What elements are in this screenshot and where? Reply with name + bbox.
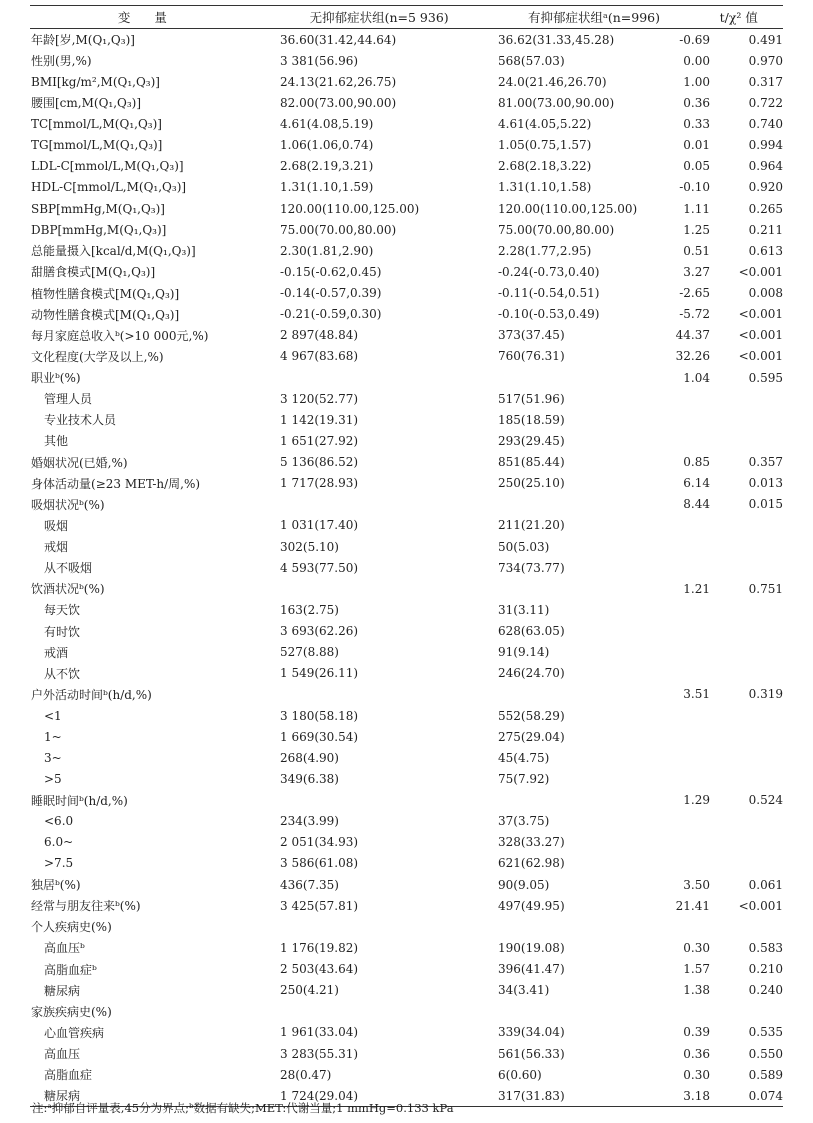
cell-no-depression: 1 176(19.82) — [280, 940, 359, 955]
cell-statistic: 0.39 — [683, 1025, 710, 1040]
row-label: 户外活动时间ᵇ(h/d,%) — [31, 687, 152, 702]
cell-depression: 24.0(21.46,26.70) — [498, 74, 607, 89]
cell-depression: 734(73.77) — [498, 560, 565, 575]
cell-no-depression: 3 693(62.26) — [280, 624, 359, 639]
table-row — [30, 684, 783, 705]
cell-p-value: 0.751 — [748, 581, 783, 596]
row-label: 个人疾病史(%) — [31, 920, 112, 935]
cell-statistic: -0.69 — [679, 32, 710, 47]
table-row — [30, 283, 783, 304]
cell-no-depression: 82.00(73.00,90.00) — [280, 95, 397, 110]
table-row — [30, 346, 783, 367]
cell-depression: 6(0.60) — [498, 1067, 542, 1082]
row-label: 专业技术人员 — [44, 413, 117, 428]
cell-no-depression: -0.15(-0.62,0.45) — [280, 264, 382, 279]
cell-no-depression: 234(3.99) — [280, 814, 339, 829]
row-label: 从不饮 — [44, 666, 81, 681]
row-label: LDL-C[mmol/L,M(Q₁,Q₃)] — [31, 159, 184, 174]
cell-depression: 760(76.31) — [498, 349, 565, 364]
table-row — [30, 705, 783, 726]
cell-depression: 75.00(70.00,80.00) — [498, 222, 615, 237]
row-label: 甜膳食模式[M(Q₁,Q₃)] — [31, 265, 156, 280]
cell-p-value: <0.001 — [738, 307, 783, 322]
cell-p-value: 0.740 — [748, 117, 783, 132]
table-row — [30, 578, 783, 599]
cell-depression: -0.11(-0.54,0.51) — [498, 286, 600, 301]
cell-statistic: 0.05 — [683, 159, 710, 174]
header-variable: 变 量 — [117, 10, 177, 25]
row-label: 总能量摄入[kcal/d,M(Q₁,Q₃)] — [31, 244, 196, 259]
cell-p-value: 0.265 — [748, 201, 783, 216]
table-row — [30, 663, 783, 684]
row-label: TG[mmol/L,M(Q₁,Q₃)] — [31, 138, 163, 153]
cell-depression: 621(62.98) — [498, 856, 565, 871]
cell-p-value: <0.001 — [738, 264, 783, 279]
table-row — [30, 853, 783, 874]
table-row — [30, 494, 783, 515]
cell-no-depression: 28(0.47) — [280, 1067, 332, 1082]
cell-no-depression: 1 142(19.31) — [280, 412, 359, 427]
row-label: 高脂血症 — [44, 1068, 93, 1083]
cell-statistic: 44.37 — [675, 328, 710, 343]
cell-depression: 628(63.05) — [498, 624, 565, 639]
row-label: 经常与朋友往来ᵇ(%) — [31, 899, 141, 914]
row-label: 1~ — [44, 729, 62, 744]
cell-p-value: 0.524 — [748, 793, 783, 808]
table-row — [30, 621, 783, 642]
table-row — [30, 135, 783, 156]
cell-p-value: 0.008 — [748, 286, 783, 301]
table-row — [30, 409, 783, 430]
table-row — [30, 790, 783, 811]
cell-p-value: 0.964 — [748, 159, 783, 174]
cell-statistic: 0.36 — [683, 95, 710, 110]
row-label: 糖尿病 — [44, 1089, 81, 1104]
cell-p-value: 0.722 — [748, 95, 783, 110]
table-row — [30, 642, 783, 663]
cell-p-value: 0.319 — [748, 687, 783, 702]
cell-no-depression: 2 897(48.84) — [280, 328, 359, 343]
table-row — [30, 811, 783, 832]
cell-p-value: 0.583 — [748, 940, 783, 955]
cell-no-depression: 2 503(43.64) — [280, 962, 359, 977]
table-row — [30, 367, 783, 388]
cell-no-depression: 4 967(83.68) — [280, 349, 359, 364]
row-label: <6.0 — [44, 814, 74, 829]
table-row — [30, 325, 783, 346]
cell-p-value: 0.357 — [748, 455, 783, 470]
table-row — [30, 240, 783, 261]
row-label: 身体活动量(≥23 MET-h/周,%) — [31, 476, 201, 491]
cell-statistic: -2.65 — [679, 286, 710, 301]
cell-p-value: 0.061 — [748, 877, 783, 892]
cell-no-depression: 36.60(31.42,44.64) — [280, 32, 397, 47]
cell-no-depression: 3 283(55.31) — [280, 1046, 359, 1061]
table-row — [30, 874, 783, 895]
cell-depression: 120.00(110.00,125.00) — [498, 201, 638, 216]
cell-depression: 275(29.04) — [498, 729, 565, 744]
cell-depression: 561(56.33) — [498, 1046, 565, 1061]
row-label: 每天饮 — [44, 603, 81, 618]
cell-depression: 37(3.75) — [498, 814, 550, 829]
table-row — [30, 71, 783, 92]
table-row — [30, 1001, 783, 1022]
cell-depression: 339(34.04) — [498, 1025, 565, 1040]
cell-depression: 568(57.03) — [498, 53, 565, 68]
table-row — [30, 92, 783, 113]
cell-no-depression: 3 120(52.77) — [280, 391, 359, 406]
row-label: 独居ᵇ(%) — [31, 878, 81, 893]
cell-depression: 396(41.47) — [498, 962, 565, 977]
header-statistic: t/χ² 值 — [719, 10, 758, 25]
table-row — [30, 536, 783, 557]
cell-depression: 50(5.03) — [498, 539, 550, 554]
cell-depression: 81.00(73.00,90.00) — [498, 95, 615, 110]
row-label: >5 — [44, 771, 62, 786]
table-row — [30, 388, 783, 409]
cell-statistic: -0.10 — [679, 180, 710, 195]
row-label: SBP[mmHg,M(Q₁,Q₃)] — [31, 201, 165, 216]
cell-statistic: 32.26 — [675, 349, 710, 364]
cell-statistic: 3.18 — [683, 1088, 710, 1103]
cell-depression: 317(31.83) — [498, 1088, 565, 1103]
table-row — [30, 980, 783, 1001]
table-row — [30, 29, 783, 50]
row-label: 吸烟 — [44, 518, 69, 533]
cell-p-value: 0.211 — [748, 222, 783, 237]
cell-p-value: 0.074 — [748, 1088, 783, 1103]
cell-depression: 2.68(2.18,3.22) — [498, 159, 592, 174]
cell-p-value: 0.970 — [748, 53, 783, 68]
table-row — [30, 452, 783, 473]
cell-p-value: 0.589 — [748, 1067, 783, 1082]
cell-p-value: 0.317 — [748, 74, 783, 89]
row-label: 腰围[cm,M(Q₁,Q₃)] — [31, 96, 142, 111]
table-row — [30, 1043, 783, 1064]
cell-p-value: 0.595 — [748, 370, 783, 385]
cell-statistic: 0.00 — [683, 53, 710, 68]
cell-no-depression: -0.21(-0.59,0.30) — [280, 307, 382, 322]
cell-no-depression: 3 381(56.96) — [280, 53, 359, 68]
table-body — [30, 29, 783, 1107]
table-row — [30, 768, 783, 789]
cell-no-depression: 1 669(30.54) — [280, 729, 359, 744]
row-label: 6.0~ — [44, 835, 74, 850]
row-label: 家族疾病史(%) — [31, 1004, 112, 1019]
cell-no-depression: 2 051(34.93) — [280, 835, 359, 850]
table-row — [30, 515, 783, 536]
table-row — [30, 1022, 783, 1043]
cell-depression: 75(7.92) — [498, 771, 550, 786]
cell-depression: 1.31(1.10,1.58) — [498, 180, 592, 195]
cell-p-value: 0.535 — [748, 1025, 783, 1040]
row-label: 职业ᵇ(%) — [31, 371, 81, 386]
cell-depression: 246(24.70) — [498, 666, 565, 681]
cell-no-depression: 349(6.38) — [280, 771, 339, 786]
cell-p-value: 0.015 — [748, 497, 783, 512]
cell-depression: 293(29.45) — [498, 433, 565, 448]
cell-depression: 90(9.05) — [498, 877, 550, 892]
cell-statistic: 0.85 — [683, 455, 710, 470]
cell-depression: 373(37.45) — [498, 328, 565, 343]
cell-p-value: <0.001 — [738, 349, 783, 364]
row-label: 有时饮 — [44, 624, 81, 639]
data-table — [30, 5, 783, 1107]
table-row — [30, 50, 783, 71]
cell-statistic: 1.38 — [683, 983, 710, 998]
cell-no-depression: 527(8.88) — [280, 645, 339, 660]
cell-no-depression: 302(5.10) — [280, 539, 339, 554]
cell-depression: 552(58.29) — [498, 708, 565, 723]
row-label: 婚姻状况(已婚,%) — [31, 455, 128, 470]
table-row — [30, 747, 783, 768]
cell-no-depression: 1 031(17.40) — [280, 518, 359, 533]
row-label: 饮酒状况ᵇ(%) — [31, 582, 105, 597]
cell-statistic: -5.72 — [679, 307, 710, 322]
row-label: 管理人员 — [44, 392, 93, 407]
cell-p-value: 0.994 — [748, 138, 783, 153]
row-label: 其他 — [44, 434, 69, 449]
row-label: TC[mmol/L,M(Q₁,Q₃)] — [31, 117, 162, 132]
cell-p-value: 0.210 — [748, 962, 783, 977]
row-label: 戒酒 — [44, 645, 69, 660]
table-row — [30, 219, 783, 240]
table-row — [30, 726, 783, 747]
cell-statistic: 1.21 — [683, 581, 710, 596]
cell-depression: 34(3.41) — [498, 983, 550, 998]
row-label: 植物性膳食模式[M(Q₁,Q₃)] — [31, 286, 180, 301]
cell-no-depression: 1.06(1.06,0.74) — [280, 138, 374, 153]
row-label: 高脂血症ᵇ — [44, 962, 97, 977]
cell-no-depression: 1 717(28.93) — [280, 476, 359, 491]
row-label: 文化程度(大学及以上,%) — [31, 349, 164, 364]
header-no-depression: 无抑郁症状组(n=5 936) — [309, 10, 449, 25]
table-row — [30, 304, 783, 325]
cell-statistic: 0.33 — [683, 117, 710, 132]
cell-no-depression: -0.14(-0.57,0.39) — [280, 286, 382, 301]
cell-no-depression: 1 549(26.11) — [280, 666, 359, 681]
cell-statistic: 1.00 — [683, 74, 710, 89]
cell-depression: 250(25.10) — [498, 476, 565, 491]
cell-depression: 517(51.96) — [498, 391, 565, 406]
table-row — [30, 1064, 783, 1085]
cell-p-value: 0.920 — [748, 180, 783, 195]
row-label: 每月家庭总收入ᵇ(>10 000元,%) — [31, 328, 209, 343]
cell-no-depression: 1 724(29.04) — [280, 1088, 359, 1103]
cell-depression: 851(85.44) — [498, 455, 565, 470]
cell-statistic: 1.04 — [683, 370, 710, 385]
cell-statistic: 0.30 — [683, 940, 710, 955]
cell-statistic: 0.36 — [683, 1046, 710, 1061]
cell-statistic: 1.29 — [683, 793, 710, 808]
cell-depression: 45(4.75) — [498, 750, 550, 765]
row-label: HDL-C[mmol/L,M(Q₁,Q₃)] — [31, 180, 187, 195]
cell-no-depression: 75.00(70.00,80.00) — [280, 222, 397, 237]
row-label: 糖尿病 — [44, 983, 81, 998]
cell-statistic: 0.30 — [683, 1067, 710, 1082]
cell-statistic: 3.50 — [683, 877, 710, 892]
row-label: BMI[kg/m²,M(Q₁,Q₃)] — [31, 74, 160, 89]
cell-p-value: <0.001 — [738, 898, 783, 913]
row-label: 戒烟 — [44, 540, 69, 555]
table-row — [30, 177, 783, 198]
cell-statistic: 0.01 — [683, 138, 710, 153]
row-label: 高血压ᵇ — [44, 941, 85, 956]
cell-statistic: 21.41 — [675, 898, 710, 913]
row-label: 动物性膳食模式[M(Q₁,Q₃)] — [31, 307, 180, 322]
table-row — [30, 916, 783, 937]
cell-p-value: 0.491 — [748, 32, 783, 47]
cell-statistic: 3.51 — [683, 687, 710, 702]
table-row — [30, 557, 783, 578]
cell-no-depression: 24.13(21.62,26.75) — [280, 74, 397, 89]
table-row — [30, 114, 783, 135]
table-footnote: 注:ᵃ抑郁自评量表,45分为界点;ᵇ数据有缺失;MET:代谢当量;1 mmHg=0.133 kPa — [32, 1101, 454, 1115]
cell-statistic: 1.11 — [683, 201, 710, 216]
cell-no-depression: 1 961(33.04) — [280, 1025, 359, 1040]
table-row — [30, 937, 783, 958]
cell-no-depression: 163(2.75) — [280, 602, 339, 617]
cell-p-value: 0.550 — [748, 1046, 783, 1061]
cell-no-depression: 268(4.90) — [280, 750, 339, 765]
table-row — [30, 959, 783, 980]
cell-statistic: 3.27 — [683, 264, 710, 279]
cell-statistic: 1.25 — [683, 222, 710, 237]
cell-depression: -0.24(-0.73,0.40) — [498, 264, 600, 279]
cell-no-depression: 3 180(58.18) — [280, 708, 359, 723]
cell-depression: 497(49.95) — [498, 898, 565, 913]
cell-depression: -0.10(-0.53,0.49) — [498, 307, 600, 322]
cell-no-depression: 2.30(1.81,2.90) — [280, 243, 374, 258]
cell-p-value: <0.001 — [738, 328, 783, 343]
cell-depression: 4.61(4.05,5.22) — [498, 117, 592, 132]
row-label: 心血管疾病 — [44, 1025, 105, 1040]
row-label: 从不吸烟 — [44, 561, 93, 576]
cell-no-depression: 250(4.21) — [280, 983, 339, 998]
cell-no-depression: 4.61(4.08,5.19) — [280, 117, 374, 132]
cell-depression: 185(18.59) — [498, 412, 565, 427]
table-header — [30, 6, 783, 29]
row-label: DBP[mmHg,M(Q₁,Q₃)] — [31, 222, 167, 237]
cell-depression: 91(9.14) — [498, 645, 550, 660]
cell-depression: 190(19.08) — [498, 940, 565, 955]
table-row — [30, 156, 783, 177]
row-label: >7.5 — [44, 856, 74, 871]
cell-no-depression: 3 586(61.08) — [280, 856, 359, 871]
table-row — [30, 261, 783, 282]
table-row — [30, 599, 783, 620]
cell-no-depression: 120.00(110.00,125.00) — [280, 201, 420, 216]
cell-statistic: 8.44 — [683, 497, 710, 512]
cell-statistic: 0.51 — [683, 243, 710, 258]
table-row — [30, 895, 783, 916]
cell-no-depression: 1 651(27.92) — [280, 433, 359, 448]
row-label: 性别(男,%) — [31, 54, 92, 69]
cell-depression: 1.05(0.75,1.57) — [498, 138, 592, 153]
table-row — [30, 198, 783, 219]
cell-p-value: 0.240 — [748, 983, 783, 998]
cell-statistic: 6.14 — [683, 476, 710, 491]
cell-p-value: 0.613 — [748, 243, 783, 258]
row-label: 年龄[岁,M(Q₁,Q₃)] — [31, 33, 135, 48]
row-label: 吸烟状况ᵇ(%) — [31, 497, 105, 512]
cell-depression: 36.62(31.33,45.28) — [498, 32, 615, 47]
cell-depression: 31(3.11) — [498, 602, 550, 617]
row-label: 睡眠时间ᵇ(h/d,%) — [31, 793, 128, 808]
cell-no-depression: 1.31(1.10,1.59) — [280, 180, 374, 195]
row-label: 3~ — [44, 750, 62, 765]
cell-no-depression: 3 425(57.81) — [280, 898, 359, 913]
row-label: <1 — [44, 708, 62, 723]
table-row — [30, 473, 783, 494]
cell-depression: 2.28(1.77,2.95) — [498, 243, 592, 258]
row-label: 高血压 — [44, 1047, 81, 1062]
table-row — [30, 430, 783, 451]
cell-statistic: 1.57 — [683, 962, 710, 977]
cell-depression: 211(21.20) — [498, 518, 565, 533]
cell-no-depression: 436(7.35) — [280, 877, 339, 892]
cell-depression: 328(33.27) — [498, 835, 565, 850]
cell-no-depression: 5 136(86.52) — [280, 455, 359, 470]
table-row — [30, 832, 783, 853]
cell-p-value: 0.013 — [748, 476, 783, 491]
cell-no-depression: 2.68(2.19,3.21) — [280, 159, 374, 174]
header-depression: 有抑郁症状组ᵃ(n=996) — [528, 10, 660, 25]
cell-no-depression: 4 593(77.50) — [280, 560, 359, 575]
